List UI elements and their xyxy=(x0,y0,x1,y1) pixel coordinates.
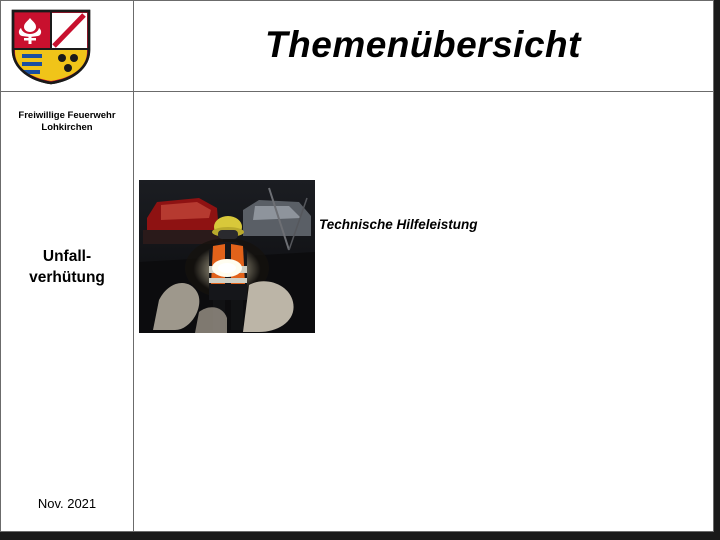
column-divider xyxy=(133,0,134,532)
organization-line-2: Lohkirchen xyxy=(41,122,93,133)
date-label: Nov. 2021 xyxy=(37,496,97,511)
slide-title: Themenübersicht xyxy=(265,24,581,65)
section-line-2: verhütung xyxy=(29,269,105,286)
body-frame xyxy=(0,92,714,532)
organization-name xyxy=(2,110,132,134)
accident-scene-photo xyxy=(139,180,315,333)
bottom-edge-bar xyxy=(0,532,720,540)
organization-line-1: Freiwillige Feuerwehr xyxy=(18,110,116,121)
section-line-1: Unfall- xyxy=(42,248,92,265)
coat-of-arms-icon xyxy=(10,8,92,86)
right-edge-bar xyxy=(714,0,720,540)
section-label xyxy=(2,246,132,288)
content-caption: Technische Hilfeleistung xyxy=(319,217,478,232)
